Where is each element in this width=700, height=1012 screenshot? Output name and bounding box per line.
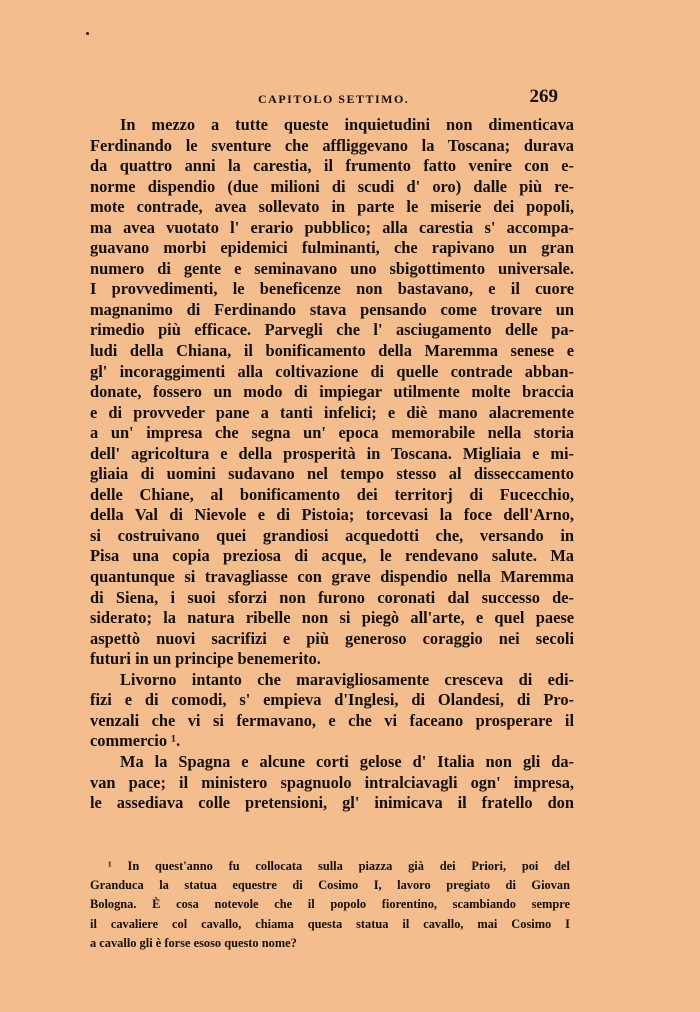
text-line: rimedio più efficace. Parvegli che l' asciugamento delle pa-: [90, 320, 574, 340]
ink-speck: [86, 32, 89, 35]
text-line: a un' impresa che segna un' epoca memorabile nella storia: [90, 423, 574, 443]
text-line: gl' incoraggimenti alla coltivazione di quelle contrade abban-: [90, 361, 574, 381]
text-line: dell' agricoltura e della prosperità in Toscana. Migliaia e mi-: [90, 443, 574, 463]
text-line: I provvedimenti, le beneficenze non bastavano, e il cuore: [90, 279, 574, 299]
text-line: Ma la Spagna e alcune corti gelose d' Italia non gli da-: [120, 751, 574, 771]
text-line: delle Chiane, al bonificamento dei territorj di Fucecchio,: [90, 484, 574, 504]
text-line: si costruivano quei grandiosi acquedotti che, versando in: [90, 525, 574, 545]
text-line: Ferdinando le sventure che affliggevano la Toscana; durava: [90, 135, 574, 155]
text-line: futuri in un principe benemerito.: [90, 649, 321, 669]
text-line: gliaia di uomini sudavano nel tempo stesso al disseccamento: [90, 464, 574, 484]
text-line: di Siena, i suoi sforzi non furono coronati dal successo de-: [90, 587, 574, 607]
page-number: 269: [529, 86, 558, 107]
text-line: donate, fossero un modo di impiegar utilmente molte braccia: [90, 382, 574, 402]
text-line: magnanimo di Ferdinando stava pensando come trovare un: [90, 299, 574, 319]
footnote-line: a cavallo gli è forse esoso questo nome?: [90, 935, 297, 950]
text-line: della Val di Nievole e di Pistoia; torcevasi la foce dell'Arno,: [90, 505, 574, 525]
text-line: Livorno intanto che maravigliosamente cresceva di edi-: [120, 669, 574, 689]
text-line: guavano morbi epidemici fulminanti, che rapivano un gran: [90, 238, 574, 258]
footnote-line: ¹ In quest'anno fu collocata sulla piazza già dei Priori, poi del: [108, 859, 570, 873]
footnote: [90, 857, 570, 953]
text-line: venzali che vi si fermavano, e che vi faceano prosperare il: [90, 710, 574, 730]
text-line: Pisa una copia preziosa di acque, le rendevano salute. Ma: [90, 546, 574, 566]
text-line: van pace; il ministero spagnuolo intralciavagli ogn' impresa,: [90, 772, 574, 792]
text-line: siderato; la natura ribelle non si piegò all'arte, e quel paese: [90, 608, 574, 628]
text-line: ludi della Chiana, il bonificamento della Maremma senese e: [90, 341, 574, 361]
text-line: e di provveder pane a tanti infelici; e diè mano alacremente: [90, 402, 574, 422]
text-line: mote contrade, avea sollevato in parte le miserie dei popoli,: [90, 197, 574, 217]
text-line: aspettò nuovi sacrifizi e più generoso coraggio nei secoli: [90, 628, 574, 648]
footnote-line: il cavaliere col cavallo, chiama questa statua il cavallo, mai Cosimo I: [90, 916, 570, 931]
text-line: da quattro anni la carestia, il frumento fatto venire con e-: [90, 156, 574, 176]
page-header: [90, 88, 560, 110]
text-line: numero di gente e seminavano uno sbigottimento universale.: [90, 258, 574, 278]
text-line: quantunque si travagliasse con grave dispendio nella Maremma: [90, 567, 574, 587]
footnote-line: Bologna. È cosa notevole che il popolo fiorentino, scambiando sempre: [90, 897, 570, 912]
text-line: ma avea vuotato l' erario pubblico; alla carestia s' accompa-: [90, 217, 574, 237]
text-line: In mezzo a tutte queste inquietudini non dimenticava: [120, 115, 574, 134]
running-title: CAPITOLO SETTIMO.: [258, 92, 410, 106]
text-line: le assediava colle pretensioni, gl' inimicava il fratello don: [90, 793, 574, 813]
main-text: [90, 115, 574, 814]
footnote-line: Granduca la statua equestre di Cosimo I, lavoro pregiato di Giovan: [90, 878, 570, 893]
text-line: norme dispendio (due milioni di scudi d' oro) dalle più re-: [90, 176, 574, 196]
text-line: commercio ¹.: [90, 731, 181, 751]
text-line: fizi e di comodi, s' empieva d'Inglesi, di Olandesi, di Pro-: [90, 690, 574, 710]
